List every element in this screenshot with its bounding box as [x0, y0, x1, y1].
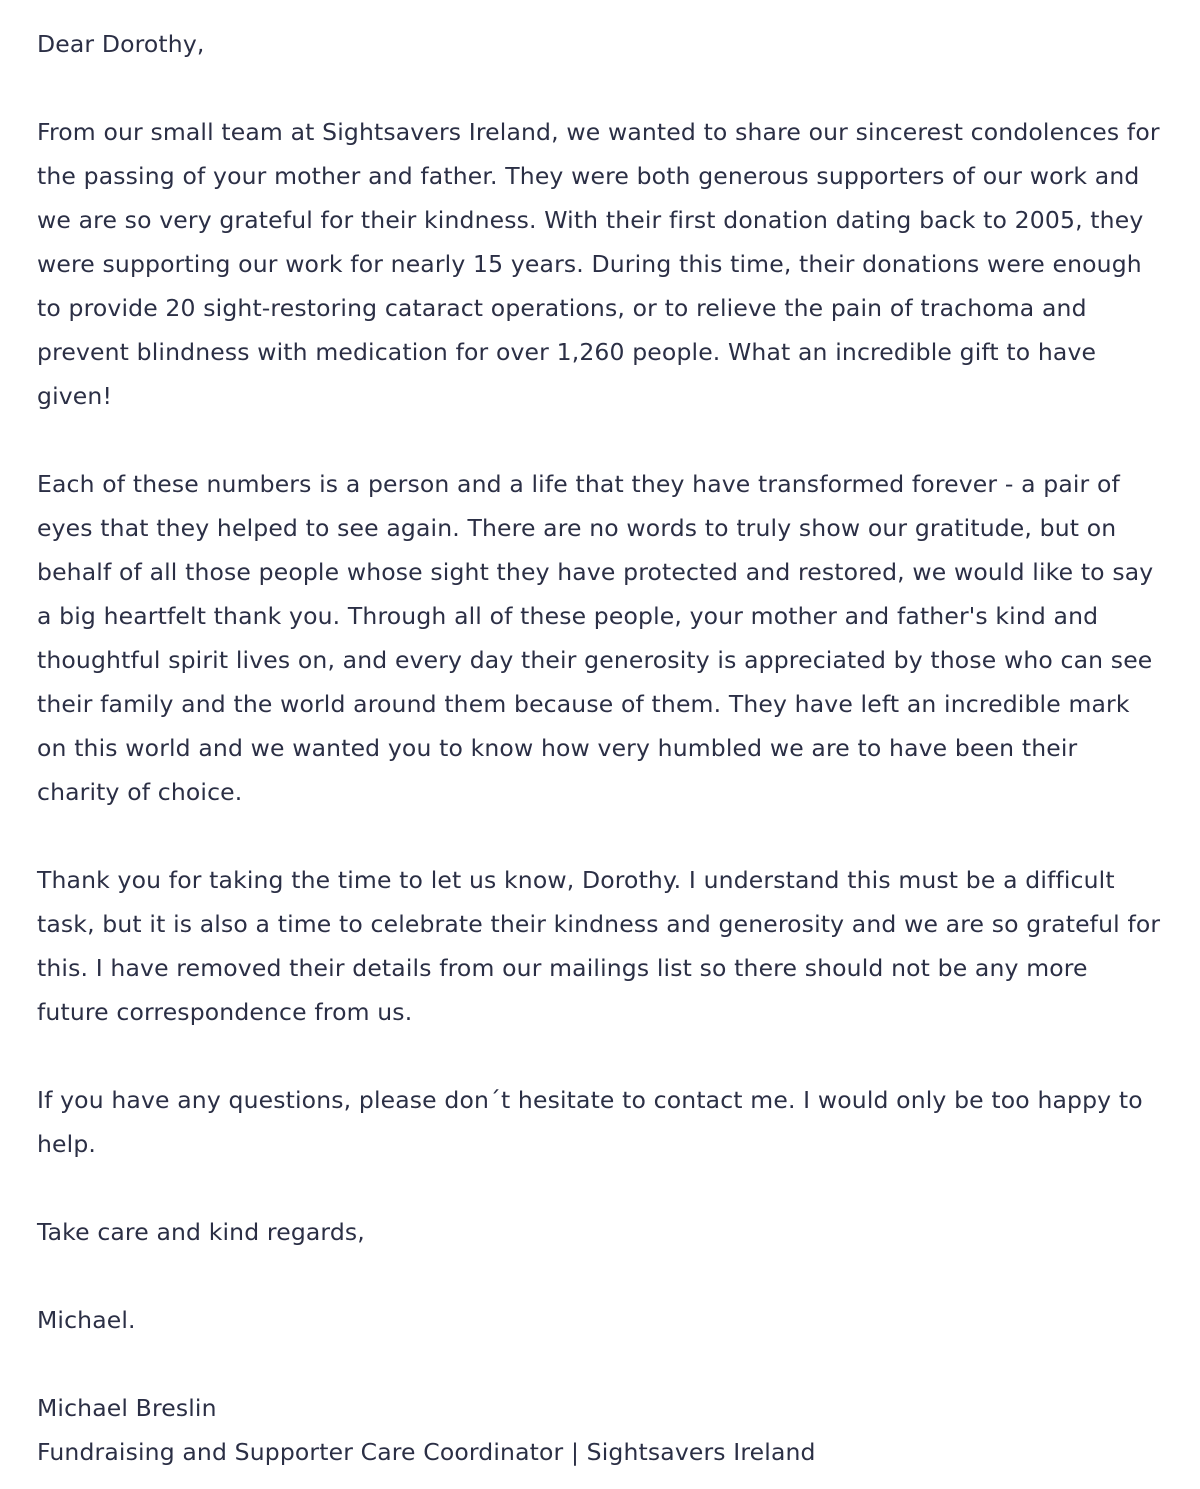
letter-paragraph-thanks: Thank you for taking the time to let us know, Dorothy. I understand this must be a difficult task, but it is also a time to celebrate their kindness and generosity and we are so grateful for this. I have removed their details from our mailings list so there should not be any more future correspondence from us.: [37, 866, 1161, 1026]
signature-title: Fundraising and Supporter Care Coordinator | Sightsavers Ireland: [37, 1438, 816, 1466]
letter-paragraph-impact: Each of these numbers is a person and a life that they have transformed forever - a pair of eyes that they helped to see again. There are no words to truly show our gratitude, but on behalf of all those people whose sight they have protected and restored, we would like to say a big heartfelt thank you. Through all of these people, your mother and father's kind and thoughtful spirit lives on, and every day their generosity is appreciated by those who can see their family and the world around them because of them. They have left an incredible mark on this world and we wanted you to know how very humbled we are to have been their charity of choice.: [37, 470, 1154, 806]
signature-block: [37, 1386, 1164, 1474]
letter-paragraph-condolences: From our small team at Sightsavers Ireland, we wanted to share our sincerest condolences for the passing of your mother and father. They were both generous supporters of our work and we are so very grateful for their kindness. With their first donation dating back to 2005, they were supporting our work for nearly 15 years. During this time, their donations were enough to provide 20 sight-restoring cataract operations, or to relieve the pain of trachoma and prevent blindness with medication for over 1,260 people. What an incredible gift to have given!: [37, 118, 1160, 410]
letter-closing: Take care and kind regards,: [37, 1218, 365, 1246]
letter-greeting: Dear Dorothy,: [37, 30, 205, 58]
signature-name: Michael Breslin: [37, 1394, 217, 1422]
letter-sign-off: Michael.: [37, 1306, 136, 1334]
letter-paragraph-contact: If you have any questions, please don´t hesitate to contact me. I would only be too happy to help.: [37, 1086, 1143, 1158]
